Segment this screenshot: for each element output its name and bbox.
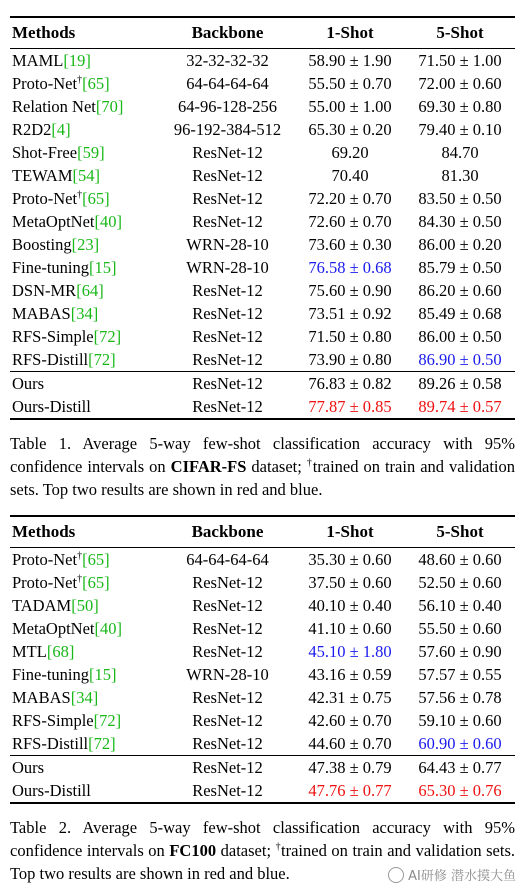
- citation-link[interactable]: [65]: [82, 550, 110, 569]
- citation-number[interactable]: 72: [99, 327, 116, 346]
- table-2-block: [10, 515, 515, 885]
- citation-link[interactable]: [40]: [94, 212, 122, 231]
- method-name: Ours: [12, 758, 45, 777]
- method-name: Fine-tuning: [12, 665, 89, 684]
- backbone-cell: ResNet-12: [192, 212, 263, 231]
- table-row: [10, 164, 515, 187]
- table-row: [10, 256, 515, 279]
- five-shot-cell: 84.30 ± 0.50: [418, 212, 502, 231]
- five-shot-cell: 64.43 ± 0.77: [418, 758, 502, 777]
- five-shot-cell: 65.30 ± 0.76: [418, 781, 502, 800]
- one-shot-cell: 35.30 ± 0.60: [308, 550, 392, 569]
- table-row: [10, 395, 515, 419]
- one-shot-cell: 40.10 ± 0.40: [308, 596, 392, 615]
- citation-number[interactable]: 4: [56, 120, 66, 139]
- backbone-cell: WRN-28-10: [186, 235, 269, 254]
- table-row: [10, 571, 515, 594]
- results-table-cifar-fs: [10, 16, 515, 420]
- citation-number[interactable]: 19: [68, 51, 86, 70]
- one-shot-cell: 37.50 ± 0.60: [308, 573, 392, 592]
- backbone-cell: 64-96-128-256: [178, 97, 277, 116]
- dagger-mark: †: [77, 550, 83, 562]
- one-shot-cell: 69.20: [331, 143, 369, 162]
- method-name: MABAS: [12, 688, 71, 707]
- table-body: [10, 548, 515, 804]
- backbone-cell: ResNet-12: [192, 189, 263, 208]
- method-name: R2D2: [12, 120, 52, 139]
- five-shot-cell: 86.00 ± 0.20: [418, 235, 502, 254]
- table-row: [10, 686, 515, 709]
- backbone-cell: ResNet-12: [192, 781, 263, 800]
- five-shot-cell: 57.56 ± 0.78: [418, 688, 502, 707]
- five-shot-cell: 83.50 ± 0.50: [418, 189, 502, 208]
- five-shot-cell: 60.90 ± 0.60: [418, 734, 502, 753]
- citation-link[interactable]: [15]: [89, 665, 117, 684]
- citation-link[interactable]: [64]: [76, 281, 104, 300]
- header-backbone: Backbone: [191, 23, 264, 42]
- method-cell: [10, 210, 160, 233]
- watermark: [388, 865, 516, 884]
- method-name: Relation Net: [12, 97, 96, 116]
- one-shot-cell: 73.90 ± 0.80: [308, 350, 392, 369]
- backbone-cell: ResNet-12: [192, 327, 263, 346]
- citation-number[interactable]: 65: [87, 74, 105, 93]
- citation-link[interactable]: [40]: [94, 619, 122, 638]
- backbone-cell: ResNet-12: [192, 711, 263, 730]
- table-row: [10, 141, 515, 164]
- backbone-cell: ResNet-12: [192, 619, 263, 638]
- header-1-shot: 1-Shot: [326, 23, 374, 42]
- one-shot-cell: 55.50 ± 0.70: [308, 74, 392, 93]
- table-header-row: [10, 17, 515, 49]
- method-cell: [10, 141, 160, 164]
- method-cell: [10, 279, 160, 302]
- method-name: Proto-Net: [12, 550, 78, 569]
- five-shot-cell: 85.49 ± 0.68: [418, 304, 502, 323]
- header-1-shot: 1-Shot: [326, 522, 374, 541]
- table-row: [10, 95, 515, 118]
- method-cell: [10, 187, 160, 210]
- five-shot-cell: 69.30 ± 0.80: [418, 97, 502, 116]
- method-cell: [10, 594, 160, 617]
- citation-number[interactable]: 59: [82, 143, 100, 162]
- caption-text: dataset;: [216, 841, 276, 860]
- citation-link[interactable]: [50]: [71, 596, 99, 615]
- method-cell: [10, 732, 160, 756]
- five-shot-cell: 57.60 ± 0.90: [418, 642, 502, 661]
- caption-text: dataset;: [246, 457, 307, 476]
- citation-number[interactable]: 40: [99, 619, 117, 638]
- table-row: [10, 732, 515, 756]
- method-name: Proto-Net: [12, 189, 78, 208]
- backbone-cell: ResNet-12: [192, 166, 263, 185]
- backbone-cell: ResNet-12: [192, 374, 263, 393]
- method-cell: [10, 571, 160, 594]
- method-cell: [10, 372, 160, 396]
- citation-number[interactable]: 15: [94, 258, 111, 277]
- citation-number[interactable]: 34: [76, 304, 93, 323]
- one-shot-cell: 42.60 ± 0.70: [308, 711, 392, 730]
- method-name: Fine-tuning: [12, 258, 89, 277]
- citation-link[interactable]: [72]: [93, 327, 122, 346]
- method-name: Shot-Free: [12, 143, 78, 162]
- five-shot-cell: 71.50 ± 1.00: [418, 51, 502, 70]
- citation-link[interactable]: [34]: [70, 688, 99, 707]
- backbone-cell: 64-64-64-64: [186, 550, 269, 569]
- citation-number[interactable]: 50: [76, 596, 94, 615]
- method-cell: [10, 548, 160, 572]
- backbone-cell: 32-32-32-32: [186, 51, 269, 70]
- method-name: MAML: [12, 51, 64, 70]
- method-name: Proto-Net: [12, 74, 78, 93]
- five-shot-cell: 89.26 ± 0.58: [418, 374, 502, 393]
- citation-link[interactable]: [70]: [95, 97, 124, 116]
- method-name: RFS-Simple: [12, 711, 94, 730]
- caption-text: Table 2. Average 5-way few-shot classification accuracy with 95% confidence intervals on: [10, 818, 515, 860]
- method-name: MetaOptNet: [12, 619, 95, 638]
- five-shot-cell: 86.00 ± 0.50: [418, 327, 502, 346]
- backbone-cell: 96-192-384-512: [173, 120, 282, 139]
- one-shot-cell: 76.83 ± 0.82: [308, 374, 392, 393]
- method-cell: [10, 118, 160, 141]
- backbone-cell: 64-64-64-64: [186, 74, 269, 93]
- citation-number[interactable]: 34: [76, 688, 93, 707]
- table-header-row: [10, 516, 515, 548]
- five-shot-cell: 48.60 ± 0.60: [418, 550, 502, 569]
- method-cell: [10, 395, 160, 419]
- method-cell: [10, 49, 160, 73]
- one-shot-cell: 44.60 ± 0.70: [308, 734, 392, 753]
- table-1-caption: [10, 432, 515, 501]
- method-cell: [10, 95, 160, 118]
- table-row: [10, 617, 515, 640]
- method-cell: [10, 686, 160, 709]
- five-shot-cell: 59.10 ± 0.60: [418, 711, 502, 730]
- citation-link[interactable]: [65]: [82, 74, 110, 93]
- method-name: DSN-MR: [12, 281, 77, 300]
- five-shot-cell: 55.50 ± 0.60: [418, 619, 502, 638]
- citation-link[interactable]: [65]: [82, 573, 110, 592]
- one-shot-cell: 71.50 ± 0.80: [308, 327, 392, 346]
- citation-number[interactable]: 68: [52, 642, 69, 661]
- table-row: [10, 72, 515, 95]
- backbone-cell: ResNet-12: [192, 397, 263, 416]
- citation-number[interactable]: 70: [101, 97, 118, 116]
- table-row: [10, 187, 515, 210]
- method-cell: [10, 72, 160, 95]
- citation-number[interactable]: 65: [87, 189, 105, 208]
- method-cell: [10, 779, 160, 803]
- citation-link[interactable]: [72]: [88, 350, 116, 369]
- table-row: [10, 302, 515, 325]
- one-shot-cell: 73.51 ± 0.92: [308, 304, 392, 323]
- table-row: [10, 709, 515, 732]
- backbone-cell: ResNet-12: [192, 304, 263, 323]
- one-shot-cell: 65.30 ± 0.20: [308, 120, 392, 139]
- five-shot-cell: 85.79 ± 0.50: [418, 258, 502, 277]
- one-shot-cell: 72.60 ± 0.70: [308, 212, 392, 231]
- method-name: TEWAM: [12, 166, 73, 185]
- one-shot-cell: 42.31 ± 0.75: [308, 688, 392, 707]
- citation-number[interactable]: 72: [93, 350, 111, 369]
- backbone-cell: ResNet-12: [192, 642, 263, 661]
- table-row: [10, 49, 515, 73]
- method-cell: [10, 325, 160, 348]
- method-name: MTL: [12, 642, 47, 661]
- header-methods: Methods: [12, 23, 76, 42]
- citation-link[interactable]: [68]: [46, 642, 75, 661]
- method-cell: [10, 302, 160, 325]
- one-shot-cell: 75.60 ± 0.90: [308, 281, 392, 300]
- one-shot-cell: 47.76 ± 0.77: [308, 781, 392, 800]
- citation-number[interactable]: 65: [87, 550, 105, 569]
- method-name: RFS-Distill: [12, 350, 89, 369]
- results-table-fc100: [10, 515, 515, 804]
- method-cell: [10, 640, 160, 663]
- backbone-cell: ResNet-12: [192, 688, 263, 707]
- citation-link[interactable]: [65]: [82, 189, 110, 208]
- method-name: Ours-Distill: [12, 397, 91, 416]
- wechat-icon: [388, 867, 404, 883]
- backbone-cell: ResNet-12: [192, 281, 263, 300]
- five-shot-cell: 86.90 ± 0.50: [418, 350, 502, 369]
- table-row: [10, 372, 515, 396]
- method-name: Ours-Distill: [12, 781, 91, 800]
- method-cell: [10, 233, 160, 256]
- header-5-shot: 5-Shot: [436, 23, 484, 42]
- method-name: Ours: [12, 374, 45, 393]
- method-cell: [10, 756, 160, 780]
- citation-link[interactable]: [4]: [51, 120, 71, 139]
- backbone-cell: ResNet-12: [192, 573, 263, 592]
- method-name: RFS-Simple: [12, 327, 94, 346]
- one-shot-cell: 73.60 ± 0.30: [308, 235, 392, 254]
- citation-link[interactable]: [23]: [71, 235, 100, 254]
- citation-link[interactable]: [72]: [93, 711, 122, 730]
- citation-number[interactable]: 72: [99, 711, 116, 730]
- dagger-mark: †: [77, 189, 83, 201]
- table-row: [10, 594, 515, 617]
- method-cell: [10, 663, 160, 686]
- one-shot-cell: 45.10 ± 1.80: [308, 642, 392, 661]
- citation-link[interactable]: [15]: [89, 258, 117, 277]
- citation-link[interactable]: [19]: [63, 51, 91, 70]
- method-cell: [10, 617, 160, 640]
- table-row: [10, 348, 515, 372]
- five-shot-cell: 57.57 ± 0.55: [418, 665, 502, 684]
- watermark-text: AI研修 潜水摸大鱼: [408, 869, 516, 884]
- five-shot-cell: 81.30: [441, 166, 479, 185]
- citation-link[interactable]: [54]: [72, 166, 100, 185]
- citation-number[interactable]: 64: [81, 281, 99, 300]
- table-row: [10, 325, 515, 348]
- caption-text: trained on train and validation sets. Top two results are shown in red and blue.: [10, 457, 515, 499]
- method-name: Boosting: [12, 235, 72, 254]
- backbone-cell: WRN-28-10: [186, 665, 269, 684]
- method-name: MABAS: [12, 304, 71, 323]
- citation-link[interactable]: [34]: [70, 304, 99, 323]
- caption-dagger: †: [275, 841, 282, 853]
- caption-text: trained on train and validation sets. Top two results are shown in red and blue.: [10, 841, 516, 883]
- caption-dagger: †: [306, 457, 313, 469]
- five-shot-cell: 89.74 ± 0.57: [418, 397, 502, 416]
- dagger-mark: †: [77, 74, 83, 86]
- citation-number[interactable]: 23: [77, 235, 94, 254]
- five-shot-cell: 84.70: [441, 143, 479, 162]
- header-backbone: Backbone: [191, 522, 264, 541]
- backbone-cell: ResNet-12: [192, 143, 263, 162]
- method-cell: [10, 256, 160, 279]
- one-shot-cell: 72.20 ± 0.70: [308, 189, 392, 208]
- caption-dataset: CIFAR-FS: [170, 457, 247, 476]
- table-row: [10, 118, 515, 141]
- table-row: [10, 756, 515, 780]
- table-row: [10, 233, 515, 256]
- table-row: [10, 279, 515, 302]
- caption-dataset: FC100: [169, 841, 217, 860]
- table-row: [10, 779, 515, 803]
- table-row: [10, 663, 515, 686]
- method-cell: [10, 348, 160, 372]
- method-name: MetaOptNet: [12, 212, 95, 231]
- five-shot-cell: 52.50 ± 0.60: [418, 573, 502, 592]
- method-cell: [10, 164, 160, 187]
- one-shot-cell: 58.90 ± 1.90: [308, 51, 392, 70]
- five-shot-cell: 72.00 ± 0.60: [418, 74, 502, 93]
- backbone-cell: ResNet-12: [192, 734, 263, 753]
- five-shot-cell: 79.40 ± 0.10: [418, 120, 502, 139]
- method-name: Proto-Net: [12, 573, 78, 592]
- citation-link[interactable]: [72]: [88, 734, 116, 753]
- one-shot-cell: 77.87 ± 0.85: [308, 397, 392, 416]
- one-shot-cell: 55.00 ± 1.00: [308, 97, 392, 116]
- method-name: TADAM: [12, 596, 72, 615]
- method-cell: [10, 709, 160, 732]
- header-5-shot: 5-Shot: [436, 522, 484, 541]
- one-shot-cell: 41.10 ± 0.60: [308, 619, 392, 638]
- five-shot-cell: 56.10 ± 0.40: [418, 596, 502, 615]
- header-methods: Methods: [12, 522, 76, 541]
- dagger-mark: †: [77, 573, 83, 585]
- table-1-block: [10, 16, 515, 501]
- citation-number[interactable]: 72: [93, 734, 111, 753]
- one-shot-cell: 47.38 ± 0.79: [308, 758, 392, 777]
- caption-text: Table 1. Average 5-way few-shot classification accuracy with 95% confidence intervals on: [10, 434, 515, 476]
- backbone-cell: ResNet-12: [192, 350, 263, 369]
- backbone-cell: ResNet-12: [192, 758, 263, 777]
- citation-number[interactable]: 40: [99, 212, 117, 231]
- one-shot-cell: 76.58 ± 0.68: [308, 258, 392, 277]
- method-name: RFS-Distill: [12, 734, 89, 753]
- citation-number[interactable]: 65: [87, 573, 105, 592]
- table-row: [10, 640, 515, 663]
- citation-number[interactable]: 15: [94, 665, 111, 684]
- citation-number[interactable]: 54: [78, 166, 95, 185]
- one-shot-cell: 43.16 ± 0.59: [308, 665, 392, 684]
- five-shot-cell: 86.20 ± 0.60: [418, 281, 502, 300]
- table-row: [10, 210, 515, 233]
- table-row: [10, 548, 515, 572]
- backbone-cell: ResNet-12: [192, 596, 263, 615]
- backbone-cell: WRN-28-10: [186, 258, 269, 277]
- one-shot-cell: 70.40: [331, 166, 369, 185]
- citation-link[interactable]: [59]: [77, 143, 105, 162]
- table-body: [10, 49, 515, 420]
